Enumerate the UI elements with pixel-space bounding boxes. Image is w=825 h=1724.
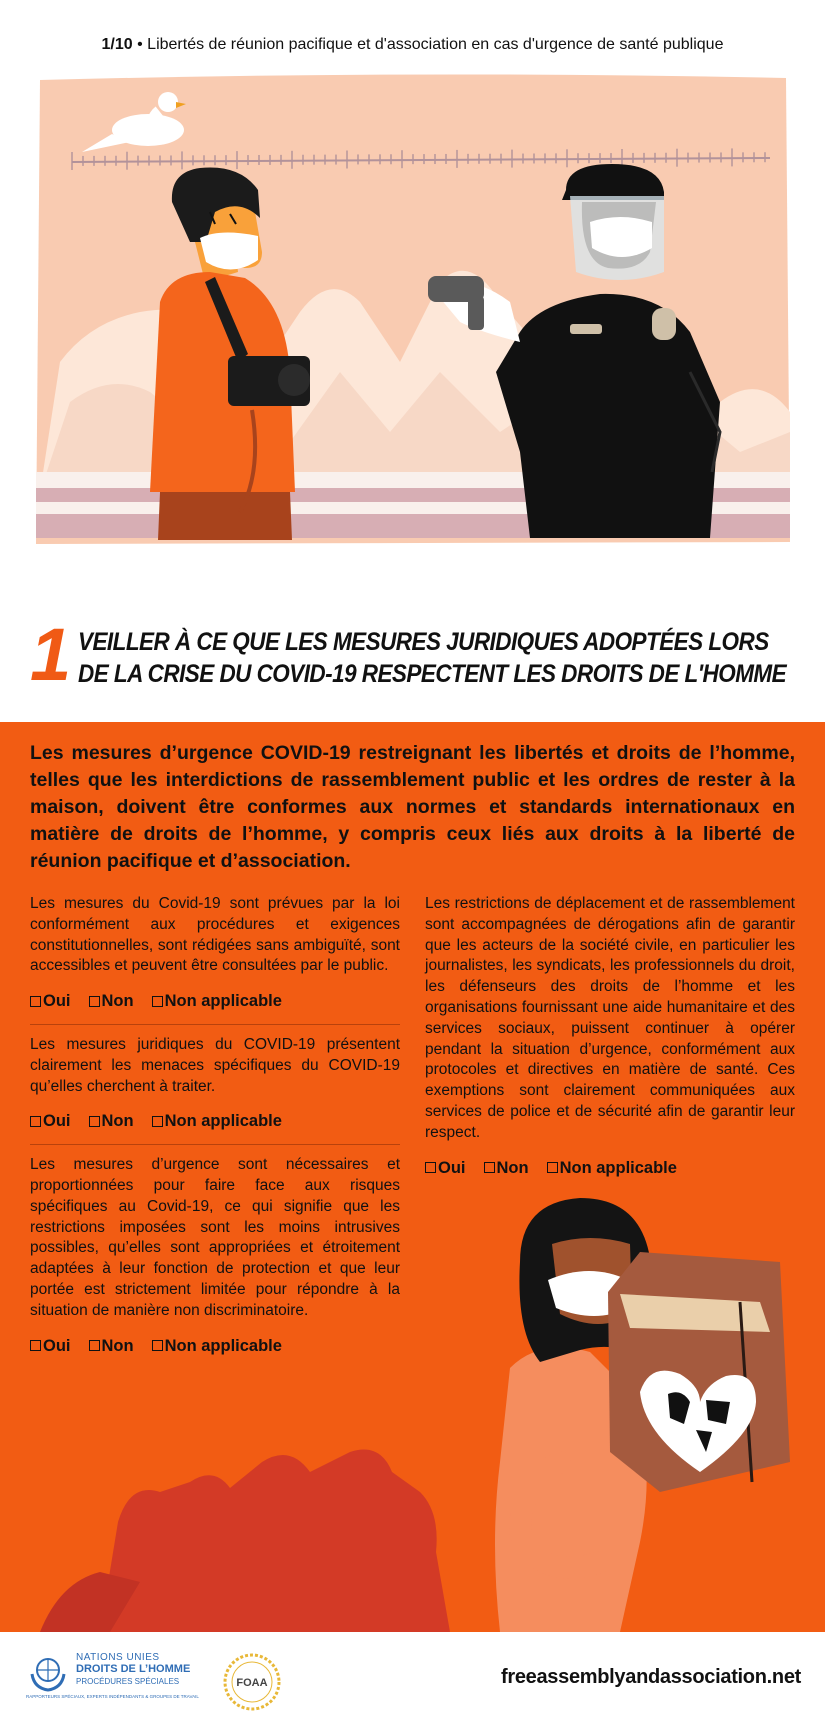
checkbox-icon[interactable] (152, 996, 163, 1007)
page-number: 1/10 (101, 36, 133, 53)
option-label: Non (101, 1112, 134, 1131)
option-yes[interactable] (425, 1158, 466, 1179)
option-label: Oui (43, 1336, 71, 1355)
option-label: Non applicable (164, 992, 282, 1011)
item-text: Les mesures juridiques du COVID-19 présentent clairement les menaces spécifiques du COVID-19 qu’elles cherchent à traiter. (30, 1035, 400, 1095)
un-line1: NATIONS UNIES (76, 1652, 160, 1663)
option-label: Oui (43, 1112, 71, 1131)
item-text: Les mesures du Covid-19 sont prévues par la loi conformément aux procédures et exigences constitutionnelles, sont rédigées sans ambiguïté, sont accessibles et peuvent être consultées par le public. (30, 895, 400, 975)
section-title (30, 613, 810, 698)
website-link[interactable]: freeassemblyandassociation.net (500, 1666, 801, 1688)
option-not-applicable[interactable] (152, 1111, 282, 1132)
answer-options (30, 1336, 400, 1357)
section-heading-line1: VEILLER À CE QUE LES MESURES JURIDIQUES ADOPTÉES LORS (78, 628, 769, 656)
option-label: Non (101, 992, 134, 1011)
option-label: Oui (43, 992, 71, 1011)
checkbox-icon[interactable] (484, 1162, 495, 1173)
checklist-left-column (30, 894, 400, 1368)
checkbox-icon[interactable] (30, 996, 41, 1007)
option-no[interactable] (89, 991, 134, 1012)
un-line4: RAPPORTEURS SPÉCIAUX, EXPERTS INDÉPENDANTS & GROUPES DE TRAVAIL (26, 1694, 199, 1699)
option-label: Non applicable (164, 1112, 282, 1131)
answer-options (30, 1111, 400, 1132)
checklist-item-2 (30, 1035, 400, 1132)
checklist-item-1 (30, 894, 400, 1012)
option-yes[interactable] (30, 991, 71, 1012)
section-heading-line2: DE LA CRISE DU COVID-19 RESPECTENT LES DROITS DE L'HOMME (78, 660, 787, 688)
option-yes[interactable] (30, 1111, 71, 1132)
divider (30, 1144, 400, 1145)
foaa-logo (222, 1652, 282, 1712)
page-header (0, 36, 825, 54)
lead-paragraph: Les mesures d’urgence COVID-19 restreignant les libertés et droits de l’homme, telles que les interdictions de rassemblement public et les ordres de rester à la maison, doivent être conformes aux normes et standards internationaux en matière de droits de l’homme, y compris ceux liés aux droits à la liberté de réunion pacifique et d’association. (30, 742, 795, 872)
option-no[interactable] (484, 1158, 529, 1179)
option-label: Non (496, 1158, 529, 1177)
header-separator: • (137, 36, 143, 53)
answer-options (30, 991, 400, 1012)
item-text: Les restrictions de déplacement et de rassemblement sont accompagnées de dérogations afin de garantir que les acteurs de la société civile, en particulier les journalistes, les syndicats, les professionnels du droit, les défenseurs des droits de l’homme et les organisations fournissant une aide humanitaire et des services sociaux, puissent continuer à opérer pendant la situation d’urgence, conformément aux protocoles et directives en matière de santé. Ces exemptions sont clairement communiquées aux services de police et de sécurité afin de garantir leur respect. (425, 895, 795, 1141)
divider (30, 1024, 400, 1025)
checkbox-icon[interactable] (152, 1340, 163, 1351)
checkbox-icon[interactable] (30, 1340, 41, 1351)
option-label: Oui (438, 1158, 466, 1177)
option-not-applicable[interactable] (547, 1158, 677, 1179)
un-line2: DROITS DE L’HOMME (76, 1663, 191, 1675)
footer (0, 1632, 825, 1724)
checklist-panel (0, 722, 825, 1632)
un-line3: PROCÉDURES SPÉCIALES (76, 1677, 180, 1686)
checkbox-icon[interactable] (89, 996, 100, 1007)
checkbox-icon[interactable] (89, 1116, 100, 1127)
option-label: Non (101, 1336, 134, 1355)
item-text: Les mesures d’urgence sont nécessaires et proportionnées pour faire face aux risques spécifiques au Covid-19, ce qui signifie que les restrictions imposées sont les moins intrusives possibles, qu’elles sont appropriées et étroitement adaptées à leur fonction de protection et que leur portée est strictement limitée pour répondre à la situation de manière non discriminatoire. (30, 1156, 400, 1319)
un-emblem-icon (26, 1650, 70, 1694)
checklist-item-4 (425, 894, 795, 1178)
checkbox-icon[interactable] (30, 1116, 41, 1127)
option-not-applicable[interactable] (152, 991, 282, 1012)
checkbox-icon[interactable] (89, 1340, 100, 1351)
header-title: Libertés de réunion pacifique et d'association en cas d'urgence de santé publique (147, 36, 724, 53)
section-number: 1 (30, 613, 72, 696)
foaa-label: FOAA (236, 1677, 268, 1689)
un-human-rights-logo (26, 1650, 199, 1710)
checkbox-icon[interactable] (547, 1162, 558, 1173)
answer-options (425, 1158, 795, 1179)
option-not-applicable[interactable] (152, 1336, 282, 1357)
checklist-item-3 (30, 1155, 400, 1356)
checklist-right-column (425, 894, 795, 1190)
foliage (100, 1450, 450, 1633)
hero-illustration (0, 72, 825, 602)
checkbox-icon[interactable] (152, 1116, 163, 1127)
option-label: Non applicable (164, 1336, 282, 1355)
section-heading (78, 626, 786, 690)
option-label: Non applicable (559, 1158, 677, 1177)
checkbox-icon[interactable] (425, 1162, 436, 1173)
option-yes[interactable] (30, 1336, 71, 1357)
option-no[interactable] (89, 1111, 134, 1132)
option-no[interactable] (89, 1336, 134, 1357)
